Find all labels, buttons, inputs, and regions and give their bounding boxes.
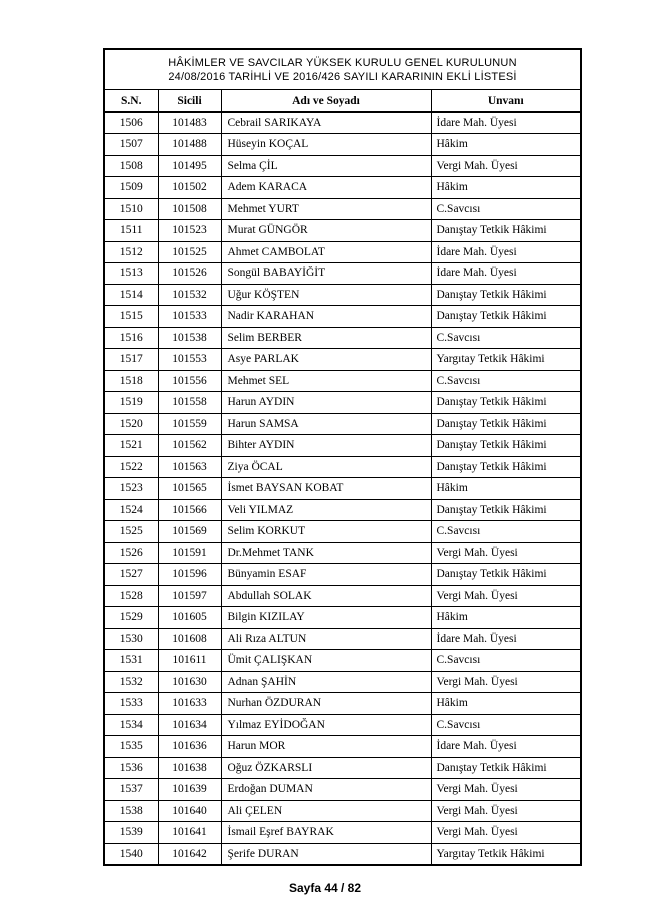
cell-sicil: 101556 [158,370,221,392]
cell-sicil: 101488 [158,134,221,156]
cell-title: C.Savcısı [431,521,581,543]
cell-name: Harun MOR [221,736,431,758]
cell-title: İdare Mah. Üyesi [431,736,581,758]
table-row [104,112,581,134]
cell-sicil: 101634 [158,714,221,736]
column-header-sicil: Sicili [158,90,221,113]
cell-sicil: 101638 [158,757,221,779]
cell-title: Hâkim [431,478,581,500]
cell-name: Adnan ŞAHİN [221,671,431,693]
table-row [104,628,581,650]
cell-title: Vergi Mah. Üyesi [431,822,581,844]
table-row [104,607,581,629]
cell-sicil: 101569 [158,521,221,543]
cell-name: Yılmaz EYİDOĞAN [221,714,431,736]
cell-name: Mehmet SEL [221,370,431,392]
cell-sicil: 101523 [158,220,221,242]
column-header-title: Unvanı [431,90,581,113]
cell-title: Hâkim [431,177,581,199]
table-row [104,134,581,156]
cell-title: C.Savcısı [431,714,581,736]
table-row [104,198,581,220]
cell-title: İdare Mah. Üyesi [431,241,581,263]
cell-sn: 1537 [104,779,158,801]
cell-title: Danıştay Tetkik Hâkimi [431,220,581,242]
cell-sn: 1522 [104,456,158,478]
table-row [104,843,581,865]
cell-title: Yargıtay Tetkik Hâkimi [431,843,581,865]
cell-title: Danıştay Tetkik Hâkimi [431,413,581,435]
cell-sn: 1529 [104,607,158,629]
cell-sn: 1517 [104,349,158,371]
cell-title: Danıştay Tetkik Hâkimi [431,757,581,779]
document-title-line1: HÂKİMLER VE SAVCILAR YÜKSEK KURULU GENEL KURULUNUN [168,56,517,69]
table-row [104,499,581,521]
cell-title: İdare Mah. Üyesi [431,263,581,285]
cell-name: İsmet BAYSAN KOBAT [221,478,431,500]
table-row [104,521,581,543]
cell-sn: 1526 [104,542,158,564]
cell-title: Danıştay Tetkik Hâkimi [431,284,581,306]
cell-title: Danıştay Tetkik Hâkimi [431,499,581,521]
table-row [104,435,581,457]
cell-name: Bilgin KIZILAY [221,607,431,629]
table-row [104,822,581,844]
table-row [104,736,581,758]
cell-sn: 1509 [104,177,158,199]
cell-title: Danıştay Tetkik Hâkimi [431,392,581,414]
cell-sn: 1520 [104,413,158,435]
cell-sicil: 101563 [158,456,221,478]
cell-sn: 1508 [104,155,158,177]
table-row [104,413,581,435]
table-row [104,241,581,263]
table-row [104,284,581,306]
cell-sn: 1511 [104,220,158,242]
cell-sn: 1540 [104,843,158,865]
table-row [104,693,581,715]
cell-sicil: 101640 [158,800,221,822]
cell-sicil: 101591 [158,542,221,564]
cell-sicil: 101608 [158,628,221,650]
cell-title: Yargıtay Tetkik Hâkimi [431,349,581,371]
cell-sicil: 101526 [158,263,221,285]
cell-sicil: 101596 [158,564,221,586]
cell-sn: 1534 [104,714,158,736]
cell-sn: 1531 [104,650,158,672]
cell-title: C.Savcısı [431,327,581,349]
cell-sn: 1516 [104,327,158,349]
table-row [104,327,581,349]
cell-sicil: 101605 [158,607,221,629]
cell-sn: 1536 [104,757,158,779]
cell-sn: 1538 [104,800,158,822]
table-row [104,564,581,586]
cell-name: Erdoğan DUMAN [221,779,431,801]
cell-sicil: 101639 [158,779,221,801]
cell-sn: 1530 [104,628,158,650]
cell-sn: 1515 [104,306,158,328]
table-row [104,585,581,607]
cell-sicil: 101558 [158,392,221,414]
cell-sn: 1507 [104,134,158,156]
cell-sn: 1539 [104,822,158,844]
cell-sn: 1514 [104,284,158,306]
cell-title: C.Savcısı [431,198,581,220]
page-number: Sayfa 44 / 82 [288,881,362,895]
table-row [104,392,581,414]
cell-sicil: 101495 [158,155,221,177]
cell-sicil: 101553 [158,349,221,371]
cell-name: Abdullah SOLAK [221,585,431,607]
cell-sicil: 101532 [158,284,221,306]
table-row [104,757,581,779]
cell-sicil: 101502 [158,177,221,199]
cell-name: Selma ÇİL [221,155,431,177]
cell-name: Murat GÜNGÖR [221,220,431,242]
cell-name: Bünyamin ESAF [221,564,431,586]
cell-title: Danıştay Tetkik Hâkimi [431,306,581,328]
cell-title: C.Savcısı [431,650,581,672]
title-row [104,49,581,90]
cell-sn: 1532 [104,671,158,693]
cell-title: İdare Mah. Üyesi [431,112,581,134]
cell-name: Oğuz ÖZKARSLI [221,757,431,779]
table-row [104,714,581,736]
table-row [104,671,581,693]
table-row [104,177,581,199]
cell-sicil: 101630 [158,671,221,693]
cell-sicil: 101538 [158,327,221,349]
table-row [104,306,581,328]
cell-name: Harun AYDIN [221,392,431,414]
cell-sicil: 101597 [158,585,221,607]
document-title-line2: 24/08/2016 TARİHLİ VE 2016/426 SAYILI KARARININ EKLİ LİSTESİ [168,70,517,83]
cell-name: Nurhan ÖZDURAN [221,693,431,715]
cell-name: İsmail Eşref BAYRAK [221,822,431,844]
cell-sicil: 101533 [158,306,221,328]
cell-sicil: 101633 [158,693,221,715]
cell-sn: 1524 [104,499,158,521]
table-body [104,112,581,865]
cell-sicil: 101565 [158,478,221,500]
decision-list-table [103,48,582,866]
cell-name: Şerife DURAN [221,843,431,865]
cell-name: Asye PARLAK [221,349,431,371]
cell-sicil: 101566 [158,499,221,521]
cell-sicil: 101562 [158,435,221,457]
cell-title: Danıştay Tetkik Hâkimi [431,564,581,586]
table-row [104,650,581,672]
cell-name: Ahmet CAMBOLAT [221,241,431,263]
cell-name: Selim KORKUT [221,521,431,543]
cell-title: Hâkim [431,607,581,629]
cell-title: Danıştay Tetkik Hâkimi [431,435,581,457]
cell-sn: 1535 [104,736,158,758]
cell-title: Vergi Mah. Üyesi [431,779,581,801]
cell-title: Hâkim [431,693,581,715]
table-row [104,220,581,242]
cell-sn: 1510 [104,198,158,220]
table-row [104,800,581,822]
cell-sicil: 101642 [158,843,221,865]
column-header-sn: S.N. [104,90,158,113]
cell-name: Ali ÇELEN [221,800,431,822]
cell-sicil: 101483 [158,112,221,134]
cell-name: Ümit ÇALIŞKAN [221,650,431,672]
cell-sn: 1519 [104,392,158,414]
cell-sn: 1506 [104,112,158,134]
cell-name: Veli YILMAZ [221,499,431,521]
table-row [104,779,581,801]
cell-title: Vergi Mah. Üyesi [431,542,581,564]
cell-sn: 1518 [104,370,158,392]
cell-name: Cebrail SARIKAYA [221,112,431,134]
cell-name: Nadir KARAHAN [221,306,431,328]
table-row [104,349,581,371]
cell-title: Vergi Mah. Üyesi [431,800,581,822]
cell-name: Selim BERBER [221,327,431,349]
cell-sicil: 101611 [158,650,221,672]
column-header-name: Adı ve Soyadı [221,90,431,113]
cell-name: Ali Rıza ALTUN [221,628,431,650]
column-header-row [104,90,581,113]
table-row [104,155,581,177]
cell-sicil: 101525 [158,241,221,263]
cell-sn: 1512 [104,241,158,263]
cell-sn: 1525 [104,521,158,543]
table-row [104,456,581,478]
cell-name: Dr.Mehmet TANK [221,542,431,564]
cell-sicil: 101559 [158,413,221,435]
cell-sn: 1533 [104,693,158,715]
cell-name: Mehmet YURT [221,198,431,220]
cell-name: Songül BABAYİĞİT [221,263,431,285]
cell-title: İdare Mah. Üyesi [431,628,581,650]
cell-name: Adem KARACA [221,177,431,199]
table-row [104,370,581,392]
cell-sicil: 101508 [158,198,221,220]
cell-sicil: 101641 [158,822,221,844]
cell-name: Bihter AYDIN [221,435,431,457]
table-row [104,542,581,564]
cell-name: Ziya ÖCAL [221,456,431,478]
cell-title: Hâkim [431,134,581,156]
cell-title: Vergi Mah. Üyesi [431,585,581,607]
cell-name: Harun SAMSA [221,413,431,435]
cell-sn: 1527 [104,564,158,586]
cell-sn: 1523 [104,478,158,500]
document-title [104,49,581,90]
cell-title: Vergi Mah. Üyesi [431,155,581,177]
table-row [104,263,581,285]
cell-title: C.Savcısı [431,370,581,392]
cell-sn: 1528 [104,585,158,607]
cell-sicil: 101636 [158,736,221,758]
cell-sn: 1513 [104,263,158,285]
cell-sn: 1521 [104,435,158,457]
cell-name: Hüseyin KOÇAL [221,134,431,156]
cell-title: Vergi Mah. Üyesi [431,671,581,693]
cell-name: Uğur KÖŞTEN [221,284,431,306]
table-row [104,478,581,500]
cell-title: Danıştay Tetkik Hâkimi [431,456,581,478]
